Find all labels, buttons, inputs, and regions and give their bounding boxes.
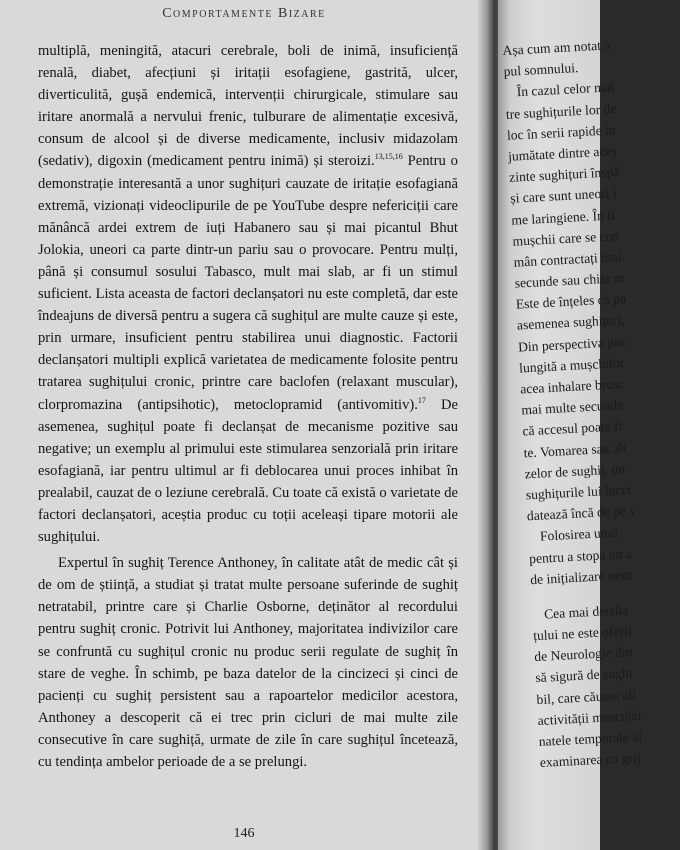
- right-page-line: Este de înțeles că pa: [515, 291, 627, 312]
- right-page-line: zinte sughițuri înspă: [508, 164, 620, 185]
- right-page-line: și care sunt uneori i: [509, 185, 618, 207]
- right-page-line: Așa cum am notat a: [502, 37, 611, 58]
- right-page-line: lungită a mușchilor: [518, 354, 625, 376]
- right-page-line: de Neurologie din: [533, 644, 633, 665]
- right-page-line: bil, care căutau ali: [536, 686, 637, 707]
- right-page-line: mai multe secunde: [521, 397, 624, 418]
- right-page-line: mân contractați mai: [513, 248, 622, 270]
- right-page-line: loc în serii rapide în: [506, 121, 616, 143]
- right-page-text: [502, 33, 680, 774]
- footnote-ref-17: 17: [417, 395, 426, 405]
- right-page-line: Cea mai detalia: [543, 602, 629, 622]
- footnote-ref-13-15-16: 13,15,16: [374, 152, 403, 162]
- right-page-line: mușchii care se con: [512, 227, 620, 249]
- right-page-line: secunde sau chiar m: [514, 269, 625, 291]
- paragraph-1-part-b: Pentru o demonstrație interesantă a unor sughițuri cauzate de iritație esofagiană extremă, vizionați videoclipurile de pe YouTube despre nefericiții care mănâncă ardei extrem de iuți Habanero sau și mai picantul Bhut Jolokia, uneori ca parte dintr-un pariu sau o provocare. Pentru mulți, până și consumul sosului Tabasco, mult mai slab, ar fi un stimul suficient. Lista aceasta de factori declanșatori nu este completă, dar este îndeajuns de diversă pentru a sugera că sughițul are multe cauze și este, prin urmare, insuficient pentru stabilirea unui diagnostic. Factorii declanșatori multipli explică varietatea de medicamente folosite pentru tratarea sughițului cronic, printre care baclofen (relaxant muscular), clorpromazina (antipsihotic), metoclopramid (antivomitiv).: [38, 153, 458, 413]
- right-page-line: acea inhalare brusc: [519, 376, 625, 397]
- right-page-line: te. Vomarea sau alt: [523, 439, 627, 460]
- right-page-line: sughițurile lui încet: [525, 481, 632, 503]
- body-text: [38, 40, 458, 773]
- right-page-line: examinarea cu grij: [539, 749, 642, 771]
- paragraph-1: [38, 40, 458, 548]
- right-page-line: Folosirea unui: [539, 524, 619, 544]
- right-page-line: pentru a stopa un a: [528, 545, 633, 566]
- right-page-line: datează încă de pe v: [526, 502, 637, 524]
- running-head: Comportamente Bizare: [162, 6, 326, 21]
- book-gutter: [478, 0, 500, 850]
- paragraph-1-part-c: De asemenea, sughițul poate fi declanșat de mecanisme pozitive sau negative; un exemplu al primului este stimularea senzorială prin iritare esofagiană, iar pentru ultimul ar fi deblocarea unui proces inhibat în prealabil, cauzat de o leziune cerebrală. Cu toate că există o varietate de factori declanșatori, aceștia produc cu toții aceleași tipare motorii ale sughițului.: [38, 396, 458, 546]
- right-page-line: pul somnului.: [503, 60, 579, 80]
- right-page-line: jumătate dintre aceș: [507, 143, 618, 164]
- right-page-line: tre sughițurile lor de: [505, 100, 617, 122]
- right-page-line: me laringiene. În ti: [511, 206, 616, 228]
- right-page-line: Din perspectiva pac: [517, 333, 627, 355]
- right-page-line: activității musculai: [537, 707, 642, 728]
- right-page: [498, 0, 643, 850]
- right-page-line: că accesul poate fi: [522, 418, 623, 439]
- page-number: 146: [233, 826, 255, 841]
- paragraph-2: Expertul în sughiț Terence Anthoney, în calitate atât de medic cât și de om de știință, a studiat și tratat multe persoane suferinde de sughiț netratabil, printre care și Charlie Osborne, deținător al recordului pentru sughiț cronic. Potrivit lui Anthoney, majoritatea indivizilor care se confruntă cu sughițul cronic nu produc serii regulate de sughiț în stare de veghe. În schimb, pe baza datelor de la cincizeci și cinci de pacienți cu sughiț persistent sau a rapoartelor medicilor acestora, Anthoney a descoperit că ei trec prin cicluri de mai multe zile consecutive în care sughiță, urmate de zile în care sughițul încetează, cu tendința ambelor perioade de a se prelungi.: [38, 555, 458, 770]
- right-page-line: zelor de sughiț, un: [524, 460, 626, 482]
- right-page-line: natele temporale al: [538, 728, 643, 750]
- paragraph-1-part-a: multiplă, meningită, atacuri cerebrale, boli de inimă, insuficiență renală, diabet, afecțiuni și iritații esofagiene, gastrită, ulcer, diverticulită, gușă endemică, intervenții chirurgicale, stimulare sau iritare anormală a nervului frenic, tulburare de alimentație excesivă, consum de alcool și de diverse medicamente, inclusiv midazolam (sedativ), digoxin (medicament pentru inimă) și steroizi.: [38, 43, 458, 170]
- right-page-line: În cazul celor mai: [516, 79, 615, 100]
- right-page-line: țului ne este oferit: [532, 623, 633, 644]
- right-page-line: să sigură de sughi: [535, 665, 633, 686]
- right-page-line: de inițializare neur: [529, 566, 633, 587]
- right-page-line: asemenea sughițuri,: [516, 312, 626, 334]
